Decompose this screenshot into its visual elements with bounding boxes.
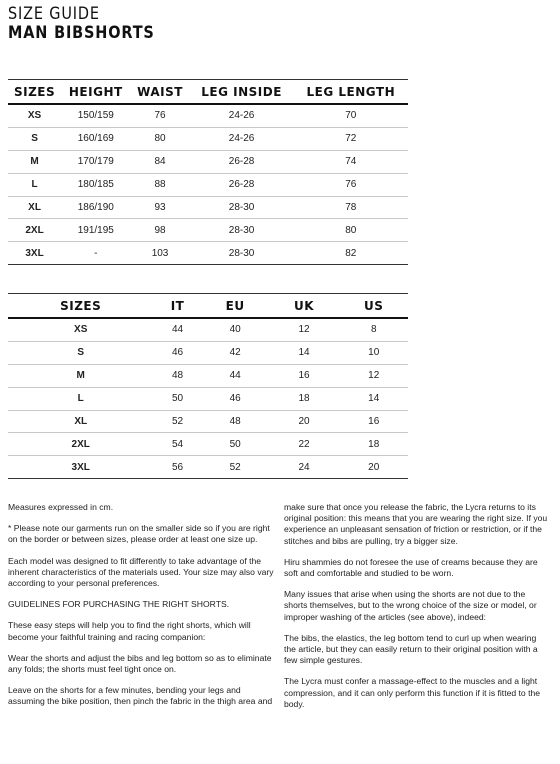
table-cell: 48 xyxy=(153,364,201,387)
table-cell: 46 xyxy=(202,387,269,410)
table-cell: 24-26 xyxy=(190,104,294,127)
size-conversion-table xyxy=(8,294,408,479)
table-cell: 22 xyxy=(269,433,340,456)
table-row xyxy=(8,433,408,456)
table-cell: 46 xyxy=(153,341,201,364)
table-cell: 98 xyxy=(131,219,190,242)
note-paragraph: * Please note our garments run on the smaller side so if you are right on the border or between sizes, please order at least one size up. xyxy=(8,523,270,545)
column-header: IT xyxy=(153,294,201,318)
size-label-cell: M xyxy=(8,150,61,173)
column-header: HEIGHT xyxy=(61,80,130,104)
table-header-row xyxy=(8,294,408,318)
table-cell: 10 xyxy=(339,341,408,364)
table-cell: 20 xyxy=(339,456,408,479)
table-cell: 44 xyxy=(153,318,201,341)
column-header: LEG LENGTH xyxy=(294,80,408,104)
note-paragraph: The Lycra must confer a massage-effect to the muscles and a light compression, and it can only perform this function if it is fitted to the body. xyxy=(284,676,541,709)
table-cell: 88 xyxy=(131,173,190,196)
table-cell: 56 xyxy=(153,456,201,479)
table-cell: 84 xyxy=(131,150,190,173)
table-cell: 14 xyxy=(339,387,408,410)
table-cell: 160/169 xyxy=(61,127,130,150)
table-row xyxy=(8,318,408,341)
table-row xyxy=(8,104,408,127)
table-row xyxy=(8,456,408,479)
size-label-cell: XS xyxy=(8,104,61,127)
table-cell: 80 xyxy=(131,127,190,150)
table-cell: 14 xyxy=(269,341,340,364)
table-row xyxy=(8,242,408,265)
size-label-cell: S xyxy=(8,127,61,150)
size-measurements-table xyxy=(8,80,408,265)
table-cell: 24 xyxy=(269,456,340,479)
note-paragraph: make sure that once you release the fabric, the Lycra returns to its original position: this means that you are wearing the right size. If you experience an unpleasant sensation of friction or restriction, or if the stitches and bibs are pulling, try a bigger size. xyxy=(284,502,548,546)
table-cell: 191/195 xyxy=(61,219,130,242)
table-cell: 16 xyxy=(269,364,340,387)
size-label-cell: L xyxy=(8,173,61,196)
table-cell: 28-30 xyxy=(190,196,294,219)
table-row xyxy=(8,150,408,173)
column-header: UK xyxy=(269,294,340,318)
table-row xyxy=(8,173,408,196)
table-header-row xyxy=(8,80,408,104)
table-cell: 54 xyxy=(153,433,201,456)
table-cell: 50 xyxy=(202,433,269,456)
notes-right-column xyxy=(284,502,550,720)
table-cell: - xyxy=(61,242,130,265)
table-cell: 40 xyxy=(202,318,269,341)
table-cell: 28-30 xyxy=(190,219,294,242)
table-row xyxy=(8,127,408,150)
table-cell: 26-28 xyxy=(190,173,294,196)
table-cell: 150/159 xyxy=(61,104,130,127)
size-label-cell: 2XL xyxy=(8,433,153,456)
table-row xyxy=(8,387,408,410)
table-cell: 76 xyxy=(131,104,190,127)
size-label-cell: S xyxy=(8,341,153,364)
table-cell: 8 xyxy=(339,318,408,341)
table-cell: 28-30 xyxy=(190,242,294,265)
table-cell: 16 xyxy=(339,410,408,433)
note-paragraph: The bibs, the elastics, the leg bottom tend to curl up when wearing the article, but they can easily return to their original position with a few simple gestures. xyxy=(284,632,538,666)
table-cell: 93 xyxy=(131,196,190,219)
note-paragraph: Leave on the shorts for a few minutes, bending your legs and assuming the bike position, then pinch the fabric in the thigh area and xyxy=(8,685,273,707)
table-cell: 72 xyxy=(294,127,408,150)
table-row xyxy=(8,341,408,364)
table-cell: 170/179 xyxy=(61,150,130,173)
table-cell: 26-28 xyxy=(190,150,294,173)
table-cell: 44 xyxy=(202,364,269,387)
table-cell: 24-26 xyxy=(190,127,294,150)
column-header: US xyxy=(339,294,408,318)
table-cell: 74 xyxy=(294,150,408,173)
note-paragraph: Wear the shorts and adjust the bibs and leg bottom so as to eliminate any folds; the shorts must feel tight once on. xyxy=(8,652,272,675)
table-cell: 186/190 xyxy=(61,196,130,219)
table-cell: 78 xyxy=(294,196,408,219)
table-cell: 70 xyxy=(294,104,408,127)
table-cell: 52 xyxy=(202,456,269,479)
table-cell: 52 xyxy=(153,410,201,433)
size-label-cell: XL xyxy=(8,196,61,219)
table-cell: 18 xyxy=(339,433,408,456)
table-row xyxy=(8,364,408,387)
page-subtitle: MAN BIBSHORTS xyxy=(8,23,155,43)
size-label-cell: L xyxy=(8,387,153,410)
table-row xyxy=(8,196,408,219)
column-header: LEG INSIDE xyxy=(190,80,294,104)
table-row xyxy=(8,410,408,433)
page-title: SIZE GUIDE xyxy=(8,4,100,24)
table-cell: 50 xyxy=(153,387,201,410)
notes-left-column xyxy=(8,502,274,718)
note-paragraph: GUIDELINES FOR PURCHASING THE RIGHT SHORTS. xyxy=(8,599,230,610)
size-label-cell: 3XL xyxy=(8,242,61,265)
table-cell: 42 xyxy=(202,341,269,364)
table-cell: 12 xyxy=(339,364,408,387)
note-paragraph: Many issues that arise when using the shorts are not due to the shorts themselves, but to the wrong choice of the size or model, or improper washing of the articles (see above), indeed: xyxy=(284,589,537,622)
column-header: WAIST xyxy=(131,80,190,104)
size-label-cell: XS xyxy=(8,318,153,341)
column-header: EU xyxy=(202,294,269,318)
table-row xyxy=(8,219,408,242)
table-cell: 12 xyxy=(269,318,340,341)
table-cell: 103 xyxy=(131,242,190,265)
size-label-cell: XL xyxy=(8,410,153,433)
column-header: SIZES xyxy=(8,80,61,104)
table-cell: 80 xyxy=(294,219,408,242)
table-cell: 18 xyxy=(269,387,340,410)
table-cell: 76 xyxy=(294,173,408,196)
column-header: SIZES xyxy=(8,294,153,318)
note-paragraph: Hiru shammies do not foresee the use of creams because they are soft and comfortable and studied to be worn. xyxy=(284,556,538,579)
table-cell: 180/185 xyxy=(61,173,130,196)
table-cell: 82 xyxy=(294,242,408,265)
note-paragraph: Each model was designed to fit differently to take advantage of the inherent characteristics of the materials used. Your size may also vary according to your personal preferences. xyxy=(8,555,274,589)
note-paragraph: These easy steps will help you to find the right shorts, which will become your faithful training and racing companion: xyxy=(8,620,251,642)
table-cell: 20 xyxy=(269,410,340,433)
size-label-cell: M xyxy=(8,364,153,387)
note-paragraph: Measures expressed in cm. xyxy=(8,502,114,512)
table-cell: 48 xyxy=(202,410,269,433)
size-label-cell: 3XL xyxy=(8,456,153,479)
size-label-cell: 2XL xyxy=(8,219,61,242)
